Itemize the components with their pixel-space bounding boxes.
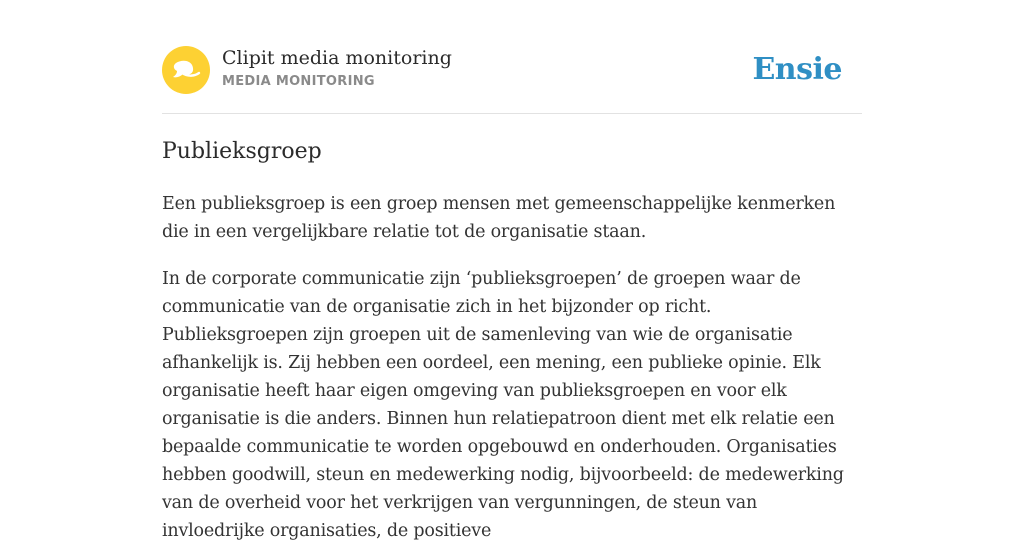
article-paragraph: Een publieksgroep is een groep mensen met gemeenschappelijke kenmerken die in een vergelijkbare relatie tot de organisatie staan. — [162, 194, 836, 242]
article-title: Publieksgroep — [162, 139, 322, 164]
source-title[interactable]: Clipit media monitoring — [222, 47, 452, 69]
speech-bubble-icon — [162, 46, 210, 94]
brand-logo[interactable]: Ensie — [752, 52, 842, 87]
header-divider — [162, 113, 862, 114]
article — [162, 136, 862, 545]
source-logo[interactable] — [162, 46, 210, 94]
source-subtitle: MEDIA MONITORING — [222, 74, 375, 89]
article-paragraph: In de corporate communicatie zijn ‘publieksgroepen’ de groepen waar de communicatie van de organisatie zich in het bijzonder op richt. Publieksgroepen zijn groepen uit de samenleving van wie de organisatie afhankelijk is. Zij hebben een oordeel, een mening, een publieke opinie. Elk organisatie heeft haar eigen omgeving van publieksgroepen en voor elk organisatie is die anders. Binnen hun relatiepatroon dient met elk relatie een bepaalde communicatie te worden opgebouwd en onderhouden. Organisaties hebben goodwill, steun en medewerking nodig, bijvoorbeeld: de medewerking van de overheid voor het verkrijgen van vergunningen, de steun van invloedrijke organisaties, de positieve — [162, 269, 844, 541]
header — [162, 46, 862, 96]
